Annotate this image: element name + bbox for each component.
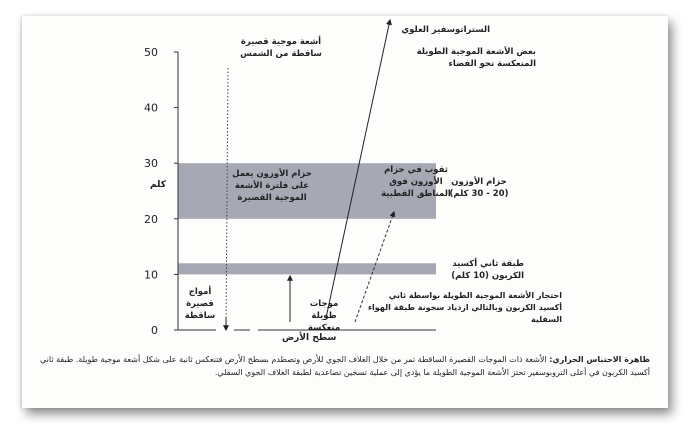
co2-absorption-label: احتجاز الأشعة الموجية الطويلة بواسطة ثاني أكسيد الكربون وبالتالي ازدياد سخونة طبقة الهواء السفلية bbox=[367, 291, 562, 324]
figure-caption bbox=[30, 353, 650, 379]
caption-body: الأشعة ذات الموجات القصيرة الساقطة تمر من خلال الغلاف الجوي للأرض وتصطدم بسطح الأرض فتنعكس ثانية على شكل أشعة موجية طويلة. طبقة ثاني أكسيد الكربون في أعلى التروبوسفير تحتز الأشعة الموجية الطويلة ما يؤدي إلى عملية تسخين تصاعدية لطبقة الغلاف الجوي السفلي. bbox=[39, 355, 650, 377]
y-tick-label: 30 bbox=[144, 157, 158, 171]
short-waves-label: أمواج قصيرة ساقطة bbox=[184, 287, 216, 321]
y-tick-label: 50 bbox=[144, 46, 158, 59]
caption-title: ظاهرة الاحتباس الحراري: bbox=[549, 355, 650, 364]
y-tick-label: 0 bbox=[151, 324, 158, 337]
y-tick-label: 20 bbox=[144, 212, 158, 226]
reflected-longwave-label: بعض الأشعة الموجية الطويلة المنعكسة نحو الفضاء bbox=[416, 47, 536, 69]
long-waves-label: موجات طويلة منعكسة bbox=[307, 299, 341, 333]
y-axis-label: كلم bbox=[150, 180, 166, 190]
x-axis-label: سطح الأرض bbox=[282, 333, 337, 343]
co2-layer-band bbox=[178, 263, 436, 274]
co2-layer-name: طبقة ثاني أكسيد الكربون (10 كلم) bbox=[451, 259, 524, 281]
incoming-shortwave-label: أشعة موجية قصيرة ساقطة من الشمس bbox=[240, 37, 322, 59]
stratosphere-label: الستراتوسفير العلوي bbox=[401, 25, 490, 35]
ozone-holes-label: ثقوب في حزام الأوزون فوق المناطق القطبية bbox=[381, 165, 451, 199]
y-tick-label: 40 bbox=[144, 101, 158, 115]
ozone-belt-name: حزام الأوزون (20 - 30 كلم) bbox=[449, 177, 509, 199]
ozone-filter-label: حزام الأوزون يعمل على فلترة الأشعة الموجية القصيرة bbox=[232, 169, 312, 203]
y-tick-label: 10 bbox=[144, 268, 158, 282]
